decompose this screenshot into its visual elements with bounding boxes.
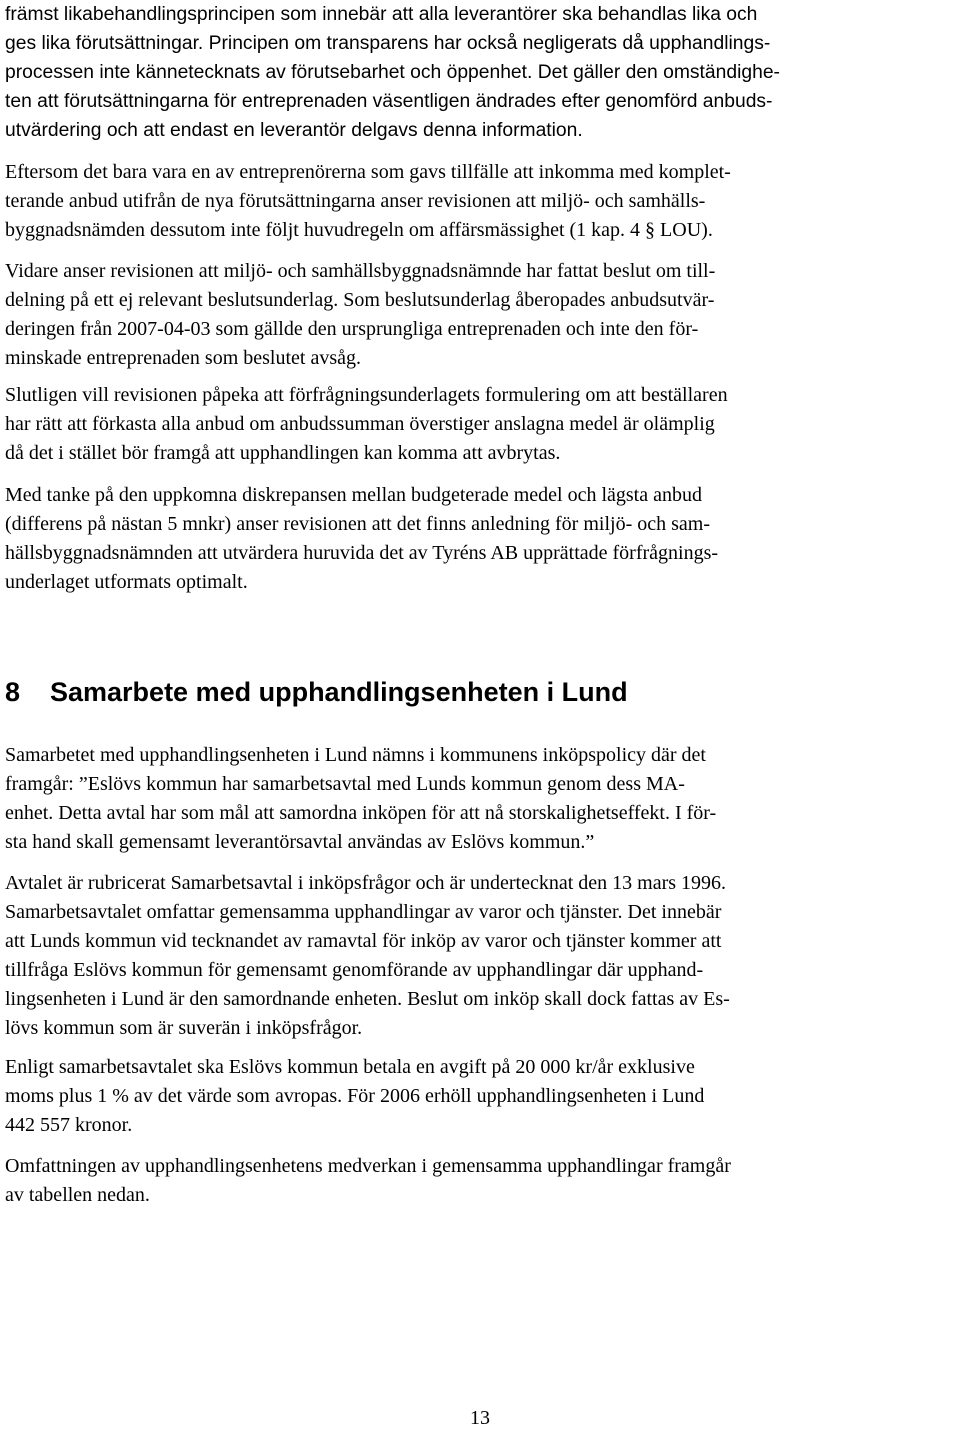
text-line: processen inte kännetecknats av förutsebarhet och öppenhet. Det gäller den omständighe- — [5, 62, 780, 83]
text-line: lövs kommun som är suverän i inköpsfrågor. — [5, 1017, 363, 1039]
paragraph-fee — [5, 1053, 955, 1140]
text-line: framgår: ”Eslövs kommun har samarbetsavtal med Lunds kommun genom dess MA- — [5, 773, 685, 795]
text-line: delning på ett ej relevant beslutsunderlag. Som beslutsunderlag åberopades anbudsutvär- — [5, 289, 715, 311]
text-line: terande anbud utifrån de nya förutsättningarna anser revisionen att miljö- och samhälls- — [5, 190, 706, 212]
text-line: Eftersom det bara vara en av entreprenörerna som gavs tillfälle att inkomma med komplet- — [5, 161, 731, 183]
paragraph-scope — [5, 1152, 955, 1210]
section-heading — [5, 672, 628, 712]
text-line: 442 557 kronor. — [5, 1114, 133, 1136]
section-number: 8 — [5, 677, 21, 707]
text-line: har rätt att förkasta alla anbud om anbudssumman överstiger anslagna medel är olämplig — [5, 413, 715, 435]
paragraph-procurement-policy — [5, 741, 955, 857]
text-line: underlaget utformats optimalt. — [5, 571, 248, 593]
page-number: 13 — [470, 1407, 490, 1429]
paragraph-decision-basis — [5, 257, 955, 373]
text-line: av tabellen nedan. — [5, 1184, 150, 1206]
text-line: minskade entreprenaden som beslutet avsåg. — [5, 347, 361, 369]
text-line: ten att förutsättningarna för entreprenaden väsentligen ändrades efter genomförd anbuds- — [5, 91, 773, 112]
text-line: Samarbetsavtalet omfattar gemensamma upphandlingar av varor och tjänster. Det innebär — [5, 901, 722, 923]
text-line: sta hand skall gemensamt leverantörsavtal användas av Eslövs kommun.” — [5, 831, 595, 853]
text-line: främst likabehandlingsprincipen som innebär att alla leverantörer ska behandlas lika och — [5, 4, 758, 25]
text-line: enhet. Detta avtal har som mål att samordna inköpen för att nå storskalighetseffekt. I för- — [5, 802, 717, 824]
text-line: Vidare anser revisionen att miljö- och samhällsbyggnadsnämnde har fattat beslut om till- — [5, 260, 716, 282]
text-line: hällsbyggnadsnämnden att utvärdera huruvida det av Tyréns AB upprättade förfrågnings- — [5, 542, 719, 564]
paragraph-business-principle — [5, 158, 955, 245]
text-line: byggnadsnämden dessutom inte följt huvudregeln om affärsmässighet (1 kap. 4 § LOU). — [5, 219, 713, 241]
text-line: ges lika förutsättningar. Principen om transparens har också negligerats då upphandlings- — [5, 33, 771, 54]
paragraph-cooperation-agreement — [5, 869, 955, 1043]
paragraph-tender-wording — [5, 381, 955, 468]
text-line: Avtalet är rubricerat Samarbetsavtal i inköpsfrågor och är undertecknat den 13 mars 1996. — [5, 872, 727, 894]
text-line: Slutligen vill revisionen påpeka att förfrågningsunderlagets formulering om att beställaren — [5, 384, 728, 406]
text-line: Samarbetet med upphandlingsenheten i Lund nämns i kommunens inköpspolicy där det — [5, 744, 706, 766]
text-line: Omfattningen av upphandlingsenhetens medverkan i gemensamma upphandlingar framgår — [5, 1155, 731, 1177]
text-line: deringen från 2007-04-03 som gällde den ursprungliga entreprenaden och inte den för- — [5, 318, 699, 340]
text-line: moms plus 1 % av det värde som avropas. För 2006 erhöll upphandlingsenheten i Lund — [5, 1085, 705, 1107]
text-line: att Lunds kommun vid tecknandet av ramavtal för inköp av varor och tjänster kommer att — [5, 930, 722, 952]
text-line: lingsenheten i Lund är den samordnande enheten. Beslut om inköp skall dock fattas av Es- — [5, 988, 730, 1010]
text-line: (differens på nästan 5 mnkr) anser revisionen att det finns anledning för miljö- och sam- — [5, 513, 710, 535]
paragraph-budget-discrepancy — [5, 481, 955, 597]
text-line: utvärdering och att endast en leverantör delgavs denna information. — [5, 120, 583, 141]
text-line: då det i stället bör framgå att upphandlingen kan komma att avbrytas. — [5, 442, 561, 464]
text-line: tillfråga Eslövs kommun för gemensamt genomförande av upphandlingar där upphand- — [5, 959, 704, 981]
paragraph-principles — [5, 0, 955, 145]
text-line: Med tanke på den uppkomna diskrepansen mellan budgeterade medel och lägsta anbud — [5, 484, 702, 506]
section-title: Samarbete med upphandlingsenheten i Lund — [50, 677, 628, 707]
text-line: Enligt samarbetsavtalet ska Eslövs kommun betala en avgift på 20 000 kr/år exklusive — [5, 1056, 695, 1078]
